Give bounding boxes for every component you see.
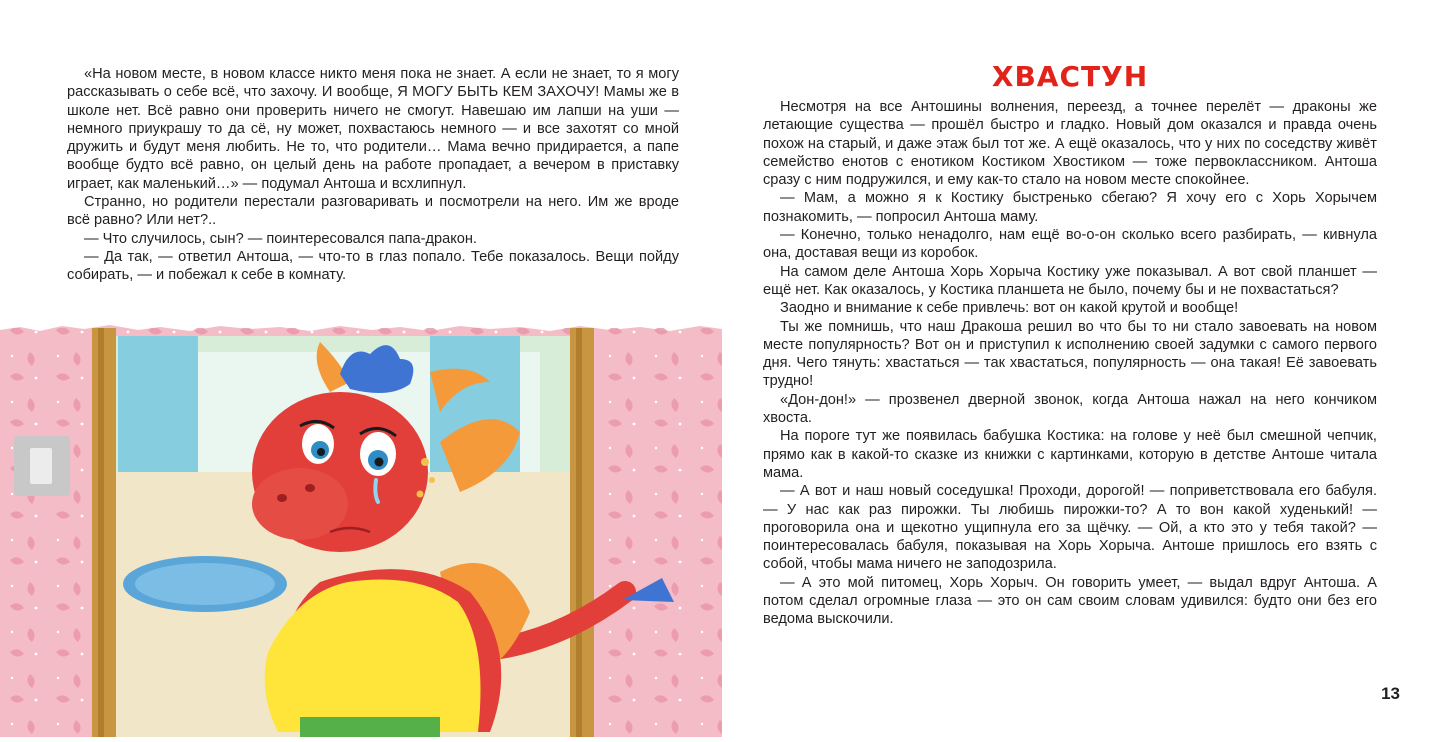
paragraph: Странно, но родители перестали разговаривать и посмотрели на него. Им же вроде всё равно? Или нет?.. <box>67 194 679 229</box>
page-number: 13 <box>1381 684 1400 703</box>
paragraph: Ты же помнишь, что наш Дракоша решил во что бы то ни стало завоевать на новом месте популярность? Вот он и приступил к исполнению своей задумки с самого первого дня. Чего тянуть: хвастаться — так хвастаться, популярность — она такая! Её завоевать трудно! <box>763 318 1377 390</box>
paragraph: Несмотря на все Антошины волнения, переезд, а точнее перелёт — драконы же летающие существа — прошёл быстро и гладко. Новый дом оказался и правда очень похож на старый, и даже этаж был тот же. А ещё оказалось, что у них по соседству живёт семейство енотов с енотиком Костиком Хвостиком — тоже первоклассником. Антоша сразу с ним подружился, и ему как-то стало на новом месте спокойнее. <box>763 99 1377 189</box>
right-page-text <box>763 98 1377 629</box>
paragraph: На самом деле Антоша Хорь Хорыча Костику уже показывал. А вот свой планшет — ещё нет. Как оказалось, у Костика планшета не было, почему бы и не похвастаться? <box>763 263 1377 298</box>
paragraph: — Конечно, только ненадолго, нам ещё во-о-он сколько всего разбирать, — кивнула она, доставая вещи из коробок. <box>763 227 1377 262</box>
paragraph: — Что случилось, сын? — поинтересовался папа-дракон. <box>84 230 477 247</box>
paragraph: На пороге тут же появилась бабушка Костика: на голове у неё был смешной чепчик, прямо как в какой-то сказке из книжки с картинками, которую в детстве Антоше читала мама. <box>763 428 1377 481</box>
paragraph: — А это мой питомец, Хорь Хорыч. Он говорить умеет, — выдал вдруг Антоша. А потом сделал огромные глаза — это он сам своим словам удивился: будто они без его ведома выскочили. <box>763 574 1377 628</box>
paragraph: — А вот и наш новый соседушка! Проходи, дорогой! — поприветствовала его бабуля. — У нас как раз пирожки. Ты любишь пирожки-то? А то вон какой худенький! — проговорила она и щекотно ущипнула его за щёчку. — Ой, а кто это у тебя такой? — поинтересовалась бабуля, показывая на Хорь Хорыча. Антоше пришлось его взять с собой, чтобы мама ничего не заподозрила. <box>763 483 1377 573</box>
paragraph: «Дон-дон!» — прозвенел дверной звонок, когда Антоша нажал на него кончиком хвоста. <box>763 391 1377 427</box>
paragraph: «На новом месте, в новом классе никто меня пока не знает. А если не знает, то я могу рассказывать о себе всё, что захочу. И вообще, Я МОГУ БЫТЬ КЕМ ЗАХОЧУ! Мамы же в школе нет. Всё равно они проверить ничего не смогут. Навешаю им лапши на уши — немного приукрашу то да сё, ну может, похвастаюсь немного — и все захотят со мной дружить и будут меня любить. Не то, что родители… Мама вечно придирается, а папе вообще будто всё равно, он целый день на работе пропадает, а вечером в приставку играет, как маленький…» — подумал Антоша и всхлипнул. <box>67 66 679 192</box>
chapter-title: ХВАСТУН <box>991 60 1149 93</box>
dragon-illustration <box>0 322 722 737</box>
left-page-text <box>67 65 679 285</box>
paragraph: Заодно и внимание к себе привлечь: вот он какой крутой и вообще! <box>780 300 1239 317</box>
paragraph: — Да так, — ответил Антоша, — что-то в глаз попало. Тебе показалось. Вещи пойду собирать, — и побежал к себе в комнату. <box>67 248 679 284</box>
paragraph: — Мам, а можно я к Костику быстренько сбегаю? Я хочу его с Хорь Хорычем познакомить, — попросил Антоша маму. <box>763 190 1377 225</box>
